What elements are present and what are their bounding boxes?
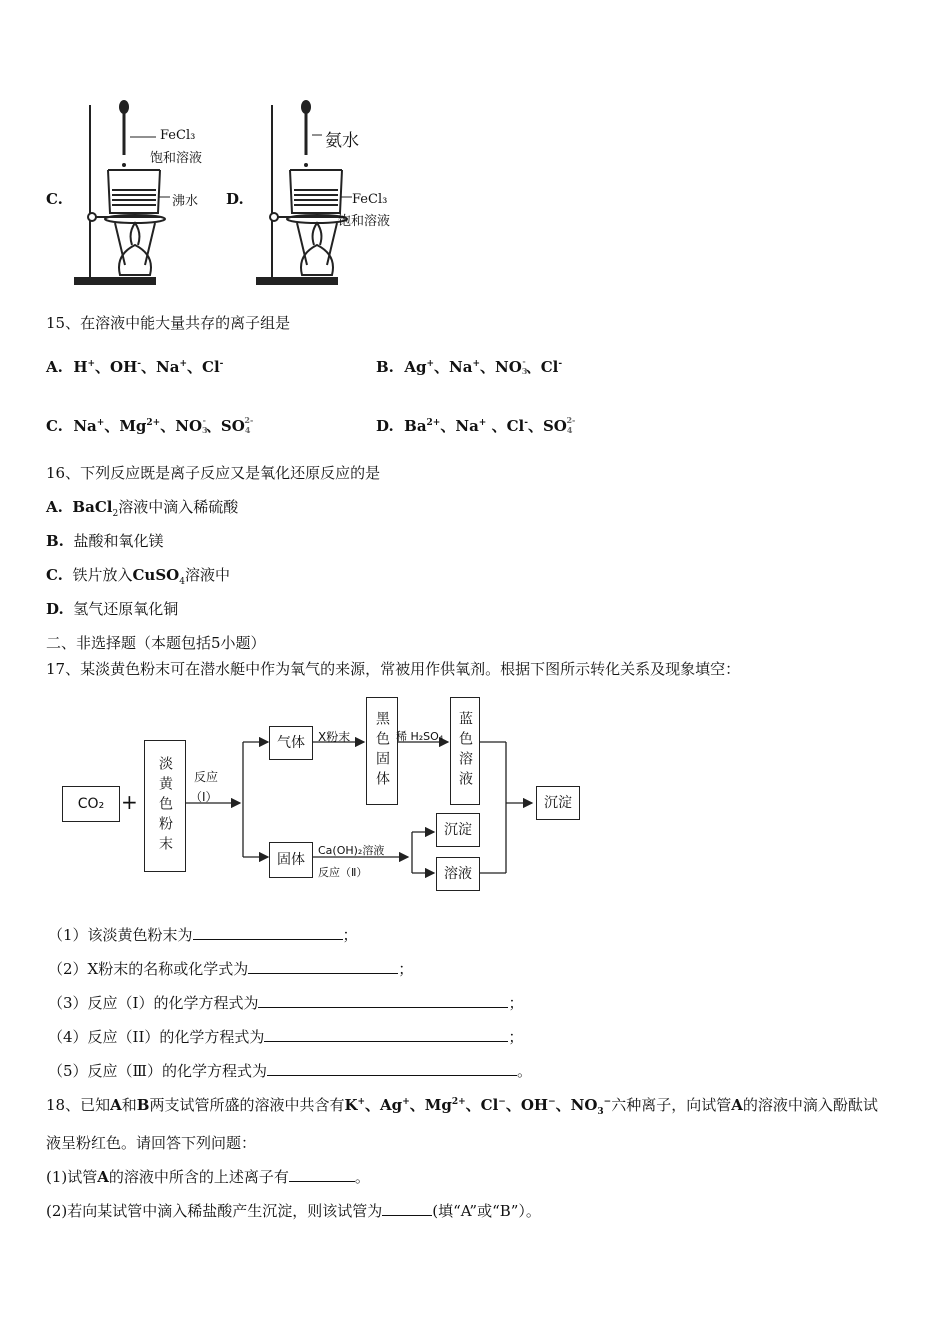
flow-reaction1-b: （Ⅰ） [190,790,218,804]
q18-line1: 18、已知A和B两支试管所盛的溶液中共含有K+、Ag+、$Mg^{2+}$、Cl−、OH−、$NO_3^-$六种离子，向试管A的溶液中滴入酚酞试 [46,1096,878,1117]
q16-a-label: A. [46,498,63,516]
q17-sub2-blank[interactable] [248,961,398,974]
section-2-title: 二、非选择题（本题包括5小题） [46,634,266,652]
q17-sub5-blank[interactable] [267,1063,517,1076]
flow-co2-box: CO₂ [62,786,120,822]
q16-b-text: 盐酸和氧化镁 [73,532,164,550]
q15-b-label: B. [376,358,394,376]
option-d-letter: D. [226,190,244,208]
q16-c-text-pre: 铁片放入 [72,566,133,584]
q16-option-d [46,598,178,619]
d-side-label-1: FeCl₃ [352,192,388,207]
flow-precipitate-mid-box: 沉淀 [436,813,480,847]
q16-option-a: A. BaCl$_2$溶液中滴入稀硫酸 [46,498,239,519]
q16-option-c: C. 铁片放入CuSO$_4$溶液中 [46,566,230,587]
q17-stem: 17、某淡黄色粉末可在潜水艇中作为氧气的来源，常被用作供氧剂。根据下图所示转化关系及现象填空： [46,660,741,678]
c-top-label-2: 饱和溶液 [150,151,203,166]
d-top-label: 氨水 [325,131,359,151]
apparatus-d-diagram [252,95,412,290]
q16-d-label: D. [46,600,64,618]
flow-gas-box: 气体 [269,726,313,760]
q16-b-label: B. [46,532,64,550]
q18-sub2: (2)若向某试管中滴入稀盐酸产生沉淀，则该试管为 (填“A”或“B”）。 [46,1202,541,1220]
c-top-label-1: FeCl₃ [160,128,196,143]
apparatus-c-diagram [70,95,230,290]
q17-sub3-blank[interactable] [258,995,508,1008]
flow-precipitate-final-box: 沉淀 [536,786,580,820]
option-c-letter: C. [46,190,63,208]
flow-caoh2: Ca(OH)₂溶液 [318,844,385,857]
q15-stem: 15、在溶液中能大量共存的离子组是 [46,314,291,332]
q17-sub4: （4）反应（II）的化学方程式为 ； [48,1028,524,1046]
q18-sub1: (1)试管A的溶液中所含的上述离子有 。 [46,1168,370,1186]
q18-sub2-blank[interactable] [382,1203,432,1216]
q17-sub4-blank[interactable] [264,1029,508,1042]
q16-a-text: 溶液中滴入稀硫酸 [118,498,239,516]
q15-d-label: D. [376,417,394,435]
q16-d-text: 氢气还原氧化铜 [73,600,179,618]
flow-x-powder: X粉末 [318,730,351,744]
flow-blue-solution-box: 蓝色溶液 [450,697,480,805]
q16-c-label: C. [46,566,63,584]
flow-dilute-acid: 稀 H₂SO₄ [396,730,444,743]
q17-sub2: （2）X粉末的名称或化学式为 ； [48,960,414,978]
flow-powder-box: 淡黄色粉末 [144,740,186,872]
q15-c-label: C. [46,417,63,435]
q17-sub5: （5）反应（Ⅲ）的化学方程式为 。 [48,1062,533,1080]
q15-a-label: A. [46,358,63,376]
flow-plus: + [121,790,138,814]
q15-option-a: A. H+、OH-、Na+、Cl- [46,358,224,376]
flow-solution-mid-box: 溶液 [436,857,480,891]
q16-c-text-post: 溶液中 [184,566,230,584]
flow-reaction1-a: 反应 [194,770,219,784]
flow-solid-box: 固体 [269,842,313,878]
q15-option-c: C. Na+、$Mg^{2+}$、NO3-、$SO4^{2-}$ [46,415,254,435]
q18-line2: 液呈粉红色。请回答下列问题： [46,1134,257,1152]
q17-sub1: （1）该淡黄色粉末为 ； [48,926,358,944]
d-side-label-2: 饱和溶液 [338,214,391,229]
q15-option-d: D. $Ba^{2+}$、Na+ 、Cl-、$SO4^{2-}$ [376,415,576,435]
q15-option-b: B. Ag+、Na+、NO3-、Cl- [376,356,563,376]
q18-sub1-blank[interactable] [289,1169,355,1182]
c-side-label: 沸水 [172,194,199,209]
q16-option-b [46,530,163,551]
q17-sub3: （3）反应（I）的化学方程式为 ； [48,994,524,1012]
flow-black-solid-box: 黑色固体 [366,697,398,805]
q17-sub1-blank[interactable] [193,927,343,940]
q16-stem: 16、下列反应既是离子反应又是氧化还原反应的是 [46,464,381,482]
flow-reaction2: 反应（Ⅱ） [318,866,368,879]
